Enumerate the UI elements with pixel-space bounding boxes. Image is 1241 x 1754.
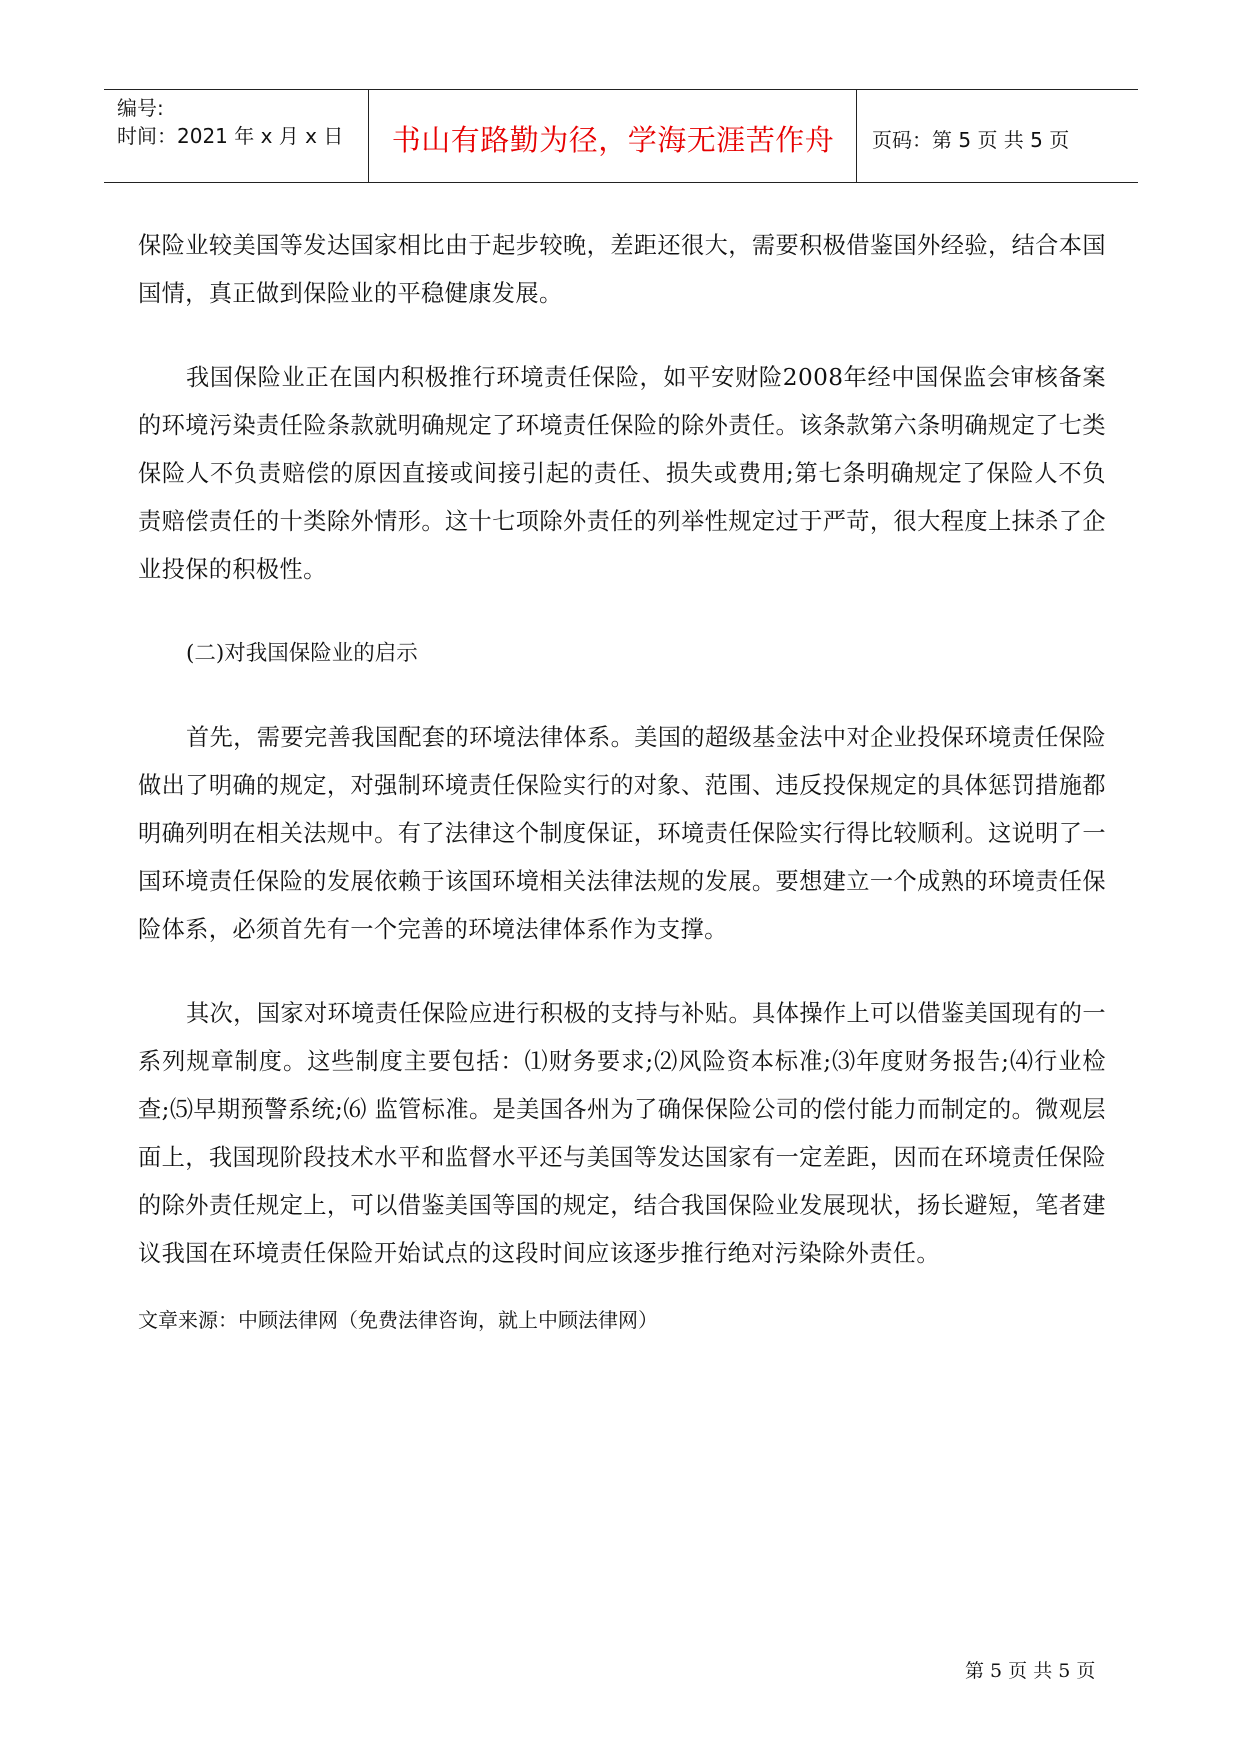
header-time-label: 时间：2021 年 x 月 x 日: [117, 124, 344, 148]
header-number-label: 编号:: [117, 96, 164, 120]
header-top-rule: [104, 89, 1138, 90]
header-divider-right: [856, 89, 857, 182]
paragraph-state-support: 其次，国家对环境责任保险应进行积极的支持与补贴。具体操作上可以借鉴美国现有的一系列规章制度。这些制度主要包括：⑴财务要求;⑵风险资本标准;⑶年度财务报告;⑷行业检查;⑸早期预警系统;⑹ 监管标准。是美国各州为了确保保险公司的偿付能力而制定的。微观层面上，我国现阶段技术水平和监督水平还与美国等发达国家有一定差距，因而在环境责任保险的除外责任规定上，可以借鉴美国等国的规定，结合我国保险业发展现状，扬长避短，笔者建议我国在环境责任保险开始试点的这段时间应该逐步推行绝对污染除外责任。: [138, 1000, 1106, 1267]
header-divider-left: [368, 89, 369, 182]
header-page-label: 页码：第 5 页 共 5 页: [872, 128, 1070, 152]
paragraph-legal-system: 首先，需要完善我国配套的环境法律体系。美国的超级基金法中对企业投保环境责任保险做出了明确的规定，对强制环境责任保险实行的对象、范围、违反投保规定的具体惩罚措施都明确列明在相关法规中。有了法律这个制度保证，环境责任保险实行得比较顺利。这说明了一国环境责任保险的发展依赖于该国环境相关法律法规的发展。要想建立一个成熟的环境责任保险体系，必须首先有一个完善的环境法律体系作为支撑。: [138, 724, 1106, 943]
header-bottom-rule: [104, 182, 1138, 183]
paragraph-exclusion-clauses: 我国保险业正在国内积极推行环境责任保险，如平安财险2008年经中国保监会审核备案的环境污染责任险条款就明确规定了环境责任保险的除外责任。该条款第六条明确规定了七类保险人不负责赔偿的原因直接或间接引起的责任、损失或费用;第七条明确规定了保险人不负责赔偿责任的十类除外情形。这十七项除外责任的列举性规定过于严苛，很大程度上抹杀了企业投保的积极性。: [138, 364, 1106, 583]
section-heading: (二)对我国保险业的启示: [186, 641, 418, 666]
paragraph-continued: 保险业较美国等发达国家相比由于起步较晚，差距还很大，需要积极借鉴国外经验，结合本国国情，真正做到保险业的平稳健康发展。: [138, 232, 1106, 307]
header-motto: 书山有路勤为径，学海无涯苦作舟: [391, 123, 835, 157]
document-body: [138, 222, 1106, 1340]
footer-page-number: 第 5 页 共 5 页: [965, 1660, 1096, 1682]
article-source: 文章来源：中顾法律网（免费法律咨询，就上中顾法律网）: [138, 1308, 658, 1332]
